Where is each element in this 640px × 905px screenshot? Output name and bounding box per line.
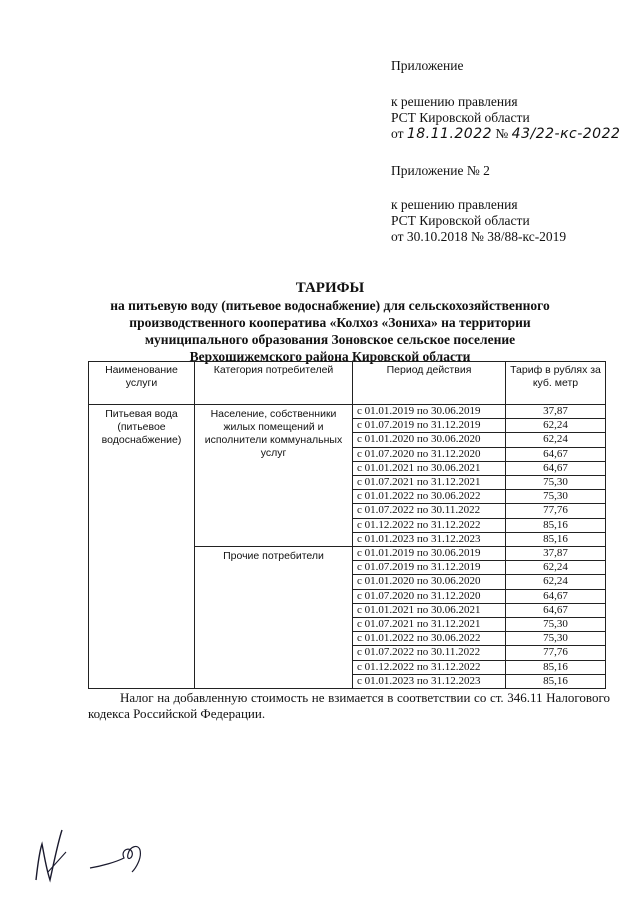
period-cell: с 01.01.2019 по 30.06.2019 [353,405,506,419]
tariff-cell: 64,67 [506,603,606,617]
decision2-line-3: от 30.10.2018 № 38/88-кс-2019 [391,229,567,244]
period-cell: с 01.01.2023 по 31.12.2023 [353,532,506,546]
handwritten-number: 43/22-кс-2022 [511,126,621,142]
handwritten-date: 18.11.2022 [406,126,493,142]
title-line-1: на питьевую воду (питьевое водоснабжение) для сельскохозяйственного [110,298,550,313]
tariff-cell: 37,87 [506,547,606,561]
period-cell: с 01.01.2020 по 30.06.2020 [353,575,506,589]
category-cell-population: Население, собственники жилых помещений и исполнители коммунальных услуг [195,405,353,547]
tariff-cell: 85,16 [506,660,606,674]
header-period: Период действия [353,362,506,405]
handwritten-signature [28,822,158,892]
tariff-cell: 64,67 [506,447,606,461]
signature-stroke-initial [36,830,62,880]
category-cell-other: Прочие потребители [195,547,353,689]
tariff-cell: 62,24 [506,433,606,447]
decision2-line-2: РСТ Кировской области [391,213,530,228]
tariff-cell: 62,24 [506,575,606,589]
tariff-cell: 77,76 [506,646,606,660]
period-cell: с 01.01.2019 по 30.06.2019 [353,547,506,561]
period-cell: с 01.01.2021 по 30.06.2021 [353,461,506,475]
tariff-cell: 85,16 [506,518,606,532]
appendix-label: Приложение [391,58,464,73]
title-line-4: Верхошижемского района Кировской области [189,349,471,364]
tariff-cell: 85,16 [506,532,606,546]
title-line-3: муниципального образования Зоновское сельское поселение [144,332,516,347]
tax-note-text: Налог на добавленную стоимость не взимается в соответствии со ст. 346.11 Налогового кодекса Российской Федерации. [88,690,610,721]
tariff-cell: 77,76 [506,504,606,518]
tariff-cell: 62,24 [506,561,606,575]
decision2-line-1: к решению правления [391,197,518,212]
page-title: ТАРИФЫ [295,280,365,296]
signature-stroke-slash [48,852,66,872]
tariff-cell: 75,30 [506,476,606,490]
header-service: Наименование услуги [89,362,195,405]
tariff-cell: 75,30 [506,618,606,632]
tariff-cell: 62,24 [506,419,606,433]
tariff-cell: 64,67 [506,461,606,475]
table-header-row [89,362,606,405]
service-cell: Питьевая вода (питьевое водоснабжение) [89,405,195,689]
period-cell: с 01.07.2022 по 30.11.2022 [353,504,506,518]
decision-line-1: к решению правления [391,94,518,109]
table-row [89,405,606,419]
period-cell: с 01.07.2020 по 31.12.2020 [353,447,506,461]
period-cell: с 01.01.2020 по 30.06.2020 [353,433,506,447]
period-cell: с 01.12.2022 по 31.12.2022 [353,660,506,674]
tariff-cell: 85,16 [506,674,606,688]
period-cell: с 01.07.2019 по 31.12.2019 [353,419,506,433]
period-cell: с 01.12.2022 по 31.12.2022 [353,518,506,532]
period-cell: с 01.01.2021 по 30.06.2021 [353,603,506,617]
header-tariff: Тариф в рублях за куб. метр [506,362,606,405]
number-sign: № [495,126,509,141]
period-cell: с 01.01.2022 по 30.06.2022 [353,490,506,504]
header-category: Категория потребителей [195,362,353,405]
decision-line-2: РСТ Кировской области [391,110,530,125]
tariff-cell: 37,87 [506,405,606,419]
period-cell: с 01.07.2021 по 31.12.2021 [353,476,506,490]
tax-note [88,690,610,722]
tariff-cell: 75,30 [506,632,606,646]
decision-date-line [391,126,620,142]
period-cell: с 01.07.2020 по 31.12.2020 [353,589,506,603]
appendix2-label: Приложение № 2 [391,163,490,178]
period-cell: с 01.01.2023 по 31.12.2023 [353,674,506,688]
period-cell: с 01.07.2022 по 30.11.2022 [353,646,506,660]
period-cell: с 01.01.2022 по 30.06.2022 [353,632,506,646]
title-line-2: производственного кооператива «Колхоз «Зониха» на территории [129,315,531,330]
tariff-cell: 64,67 [506,589,606,603]
from-prefix: от [391,126,404,141]
signature-stroke-scribble [90,847,140,872]
tariff-table [88,361,606,689]
tariff-cell: 75,30 [506,490,606,504]
period-cell: с 01.07.2021 по 31.12.2021 [353,618,506,632]
period-cell: с 01.07.2019 по 31.12.2019 [353,561,506,575]
